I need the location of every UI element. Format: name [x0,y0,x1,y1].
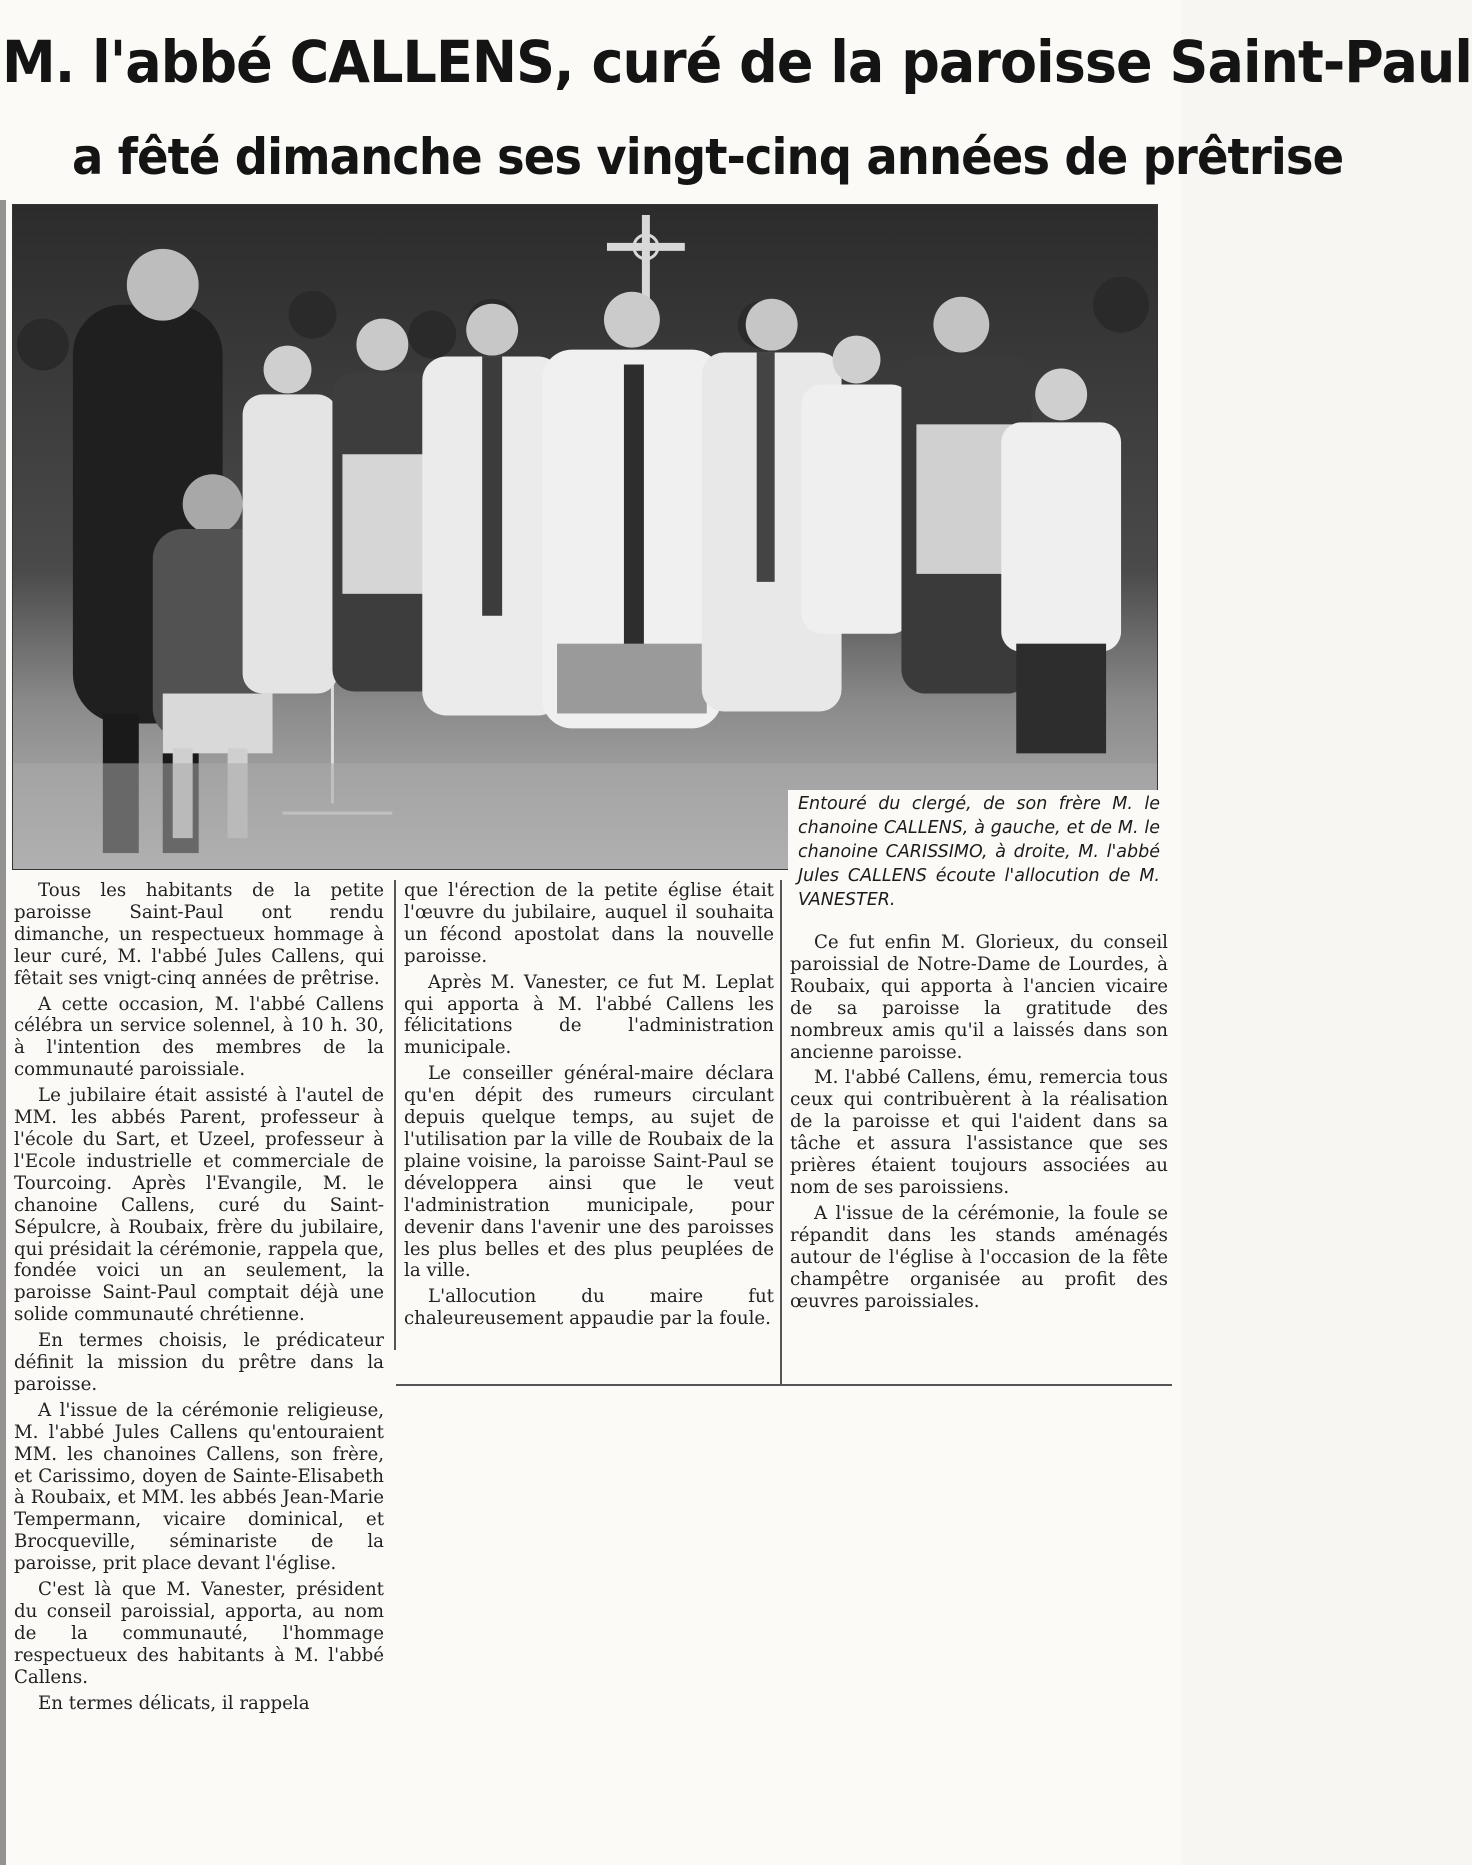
paragraph-continuation: que l'érection de la petite église était l'œuvre du jubilaire, auquel il souhaita un fécond apostolat dans la nouvelle paroisse. [404,880,774,967]
photo-caption: Entouré du clergé, de son frère M. le chanoine CALLENS, à gauche, et de M. le chanoine CARISSIMO, à droite, M. l'abbé Jules CALLENS écoute l'allocution de M. VANESTER. [788,790,1168,912]
paragraph: Le jubilaire était assisté à l'autel de MM. les abbés Parent, professeur à l'école du Sart, et Uzeel, professeur à l'Ecole industrielle et commerciale de Tourcoing. Après l'Evangile, M. le chanoine Callens, curé du Saint-Sépulcre, à Roubaix, frère du jubilaire, qui présidait la cérémonie, rappela que, fondée voici un an seulement, la paroisse Saint-Paul comptait déjà une solide communauté chrétienne. [14,1085,384,1326]
paragraph: Le conseiller général-maire déclara qu'en dépit des rumeurs circulant depuis quelque temps, au sujet de l'utilisation par la ville de Roubaix de la plaine voisine, la paroisse Saint-Paul se développera ainsi que le veut l'administration municipale, pour devenir dans l'avenir une des paroisses les plus belles et des plus peuplées de la ville. [404,1063,774,1282]
article-column-3 [790,932,1168,1316]
paragraph: En termes choisis, le prédicateur définit la mission du prêtre dans la paroisse. [14,1330,384,1395]
paragraph: C'est là que M. Vanester, président du conseil paroissial, apporta, au nom de la communauté, l'hommage respectueux des habitants à M. l'abbé Callens. [14,1579,384,1688]
paragraph: A l'issue de la cérémonie, la foule se répandit dans les stands aménagés autour de l'église à l'occasion de la fête champêtre organisée au profit des œuvres paroissiales. [790,1202,1168,1312]
paragraph: En termes délicats, il rappela [38,1692,310,1714]
headline-sub: a fêté dimanche ses vingt-cinq années de prêtrise [72,128,1344,186]
headline-main: M. l'abbé CALLENS, curé de la paroisse Saint-Paul [2,28,1472,96]
column-rule [780,880,782,1386]
article-end-rule [396,1384,1172,1386]
paragraph: A l'issue de la cérémonie religieuse, M. l'abbé Jules Callens qu'entouraient MM. les chanoines Callens, son frère, et Carissimo, doyen de Sainte-Elisabeth à Roubaix, et MM. les abbés Jean-Marie Tempermann, vicaire dominical, et Brocqueville, séminariste de la paroisse, prit place devant l'église. [14,1399,384,1575]
article-column-2 [404,880,774,1334]
clergy-group-photo [12,204,1158,870]
clergy-row [243,292,1121,754]
paragraph: Tous les habitants de la petite paroisse Saint-Paul ont rendu dimanche, un respectueux hommage à leur curé, M. l'abbé Jules Callens, qui fêtait ses vnigt-cinq années de prêtrise. [14,880,384,989]
paragraph: A cette occasion, M. l'abbé Callens célébra un service solennel, à 10 h. 30, à l'intention des membres de la communauté paroissiale. [14,993,384,1081]
paragraph: Après M. Vanester, ce fut M. Leplat qui apporta à M. l'abbé Callens les félicitations de l'administration municipale. [404,971,774,1059]
clipping-edge-shadow [0,200,6,1865]
article-column-1 [14,880,384,1719]
column-rule [394,880,396,1350]
paragraph: L'allocution du maire fut chaleureusement appaudie par la foule. [404,1286,774,1330]
paragraph: Ce fut enfin M. Glorieux, du conseil paroissial de Notre-Dame de Lourdes, à Roubaix, qui apporta à l'ancien vicaire de sa paroisse la gratitude des nombreux amis qu'il a laissés dans son ancienne paroisse. [790,932,1168,1063]
photo-illustration [13,205,1157,869]
paragraph: M. l'abbé Callens, ému, remercia tous ceux qui contribuèrent à la réalisation de la paroisse et qui l'aident dans sa tâche et assura l'assistance que ses prières étaient toujours associées au nom de ses paroissiens. [790,1067,1168,1198]
